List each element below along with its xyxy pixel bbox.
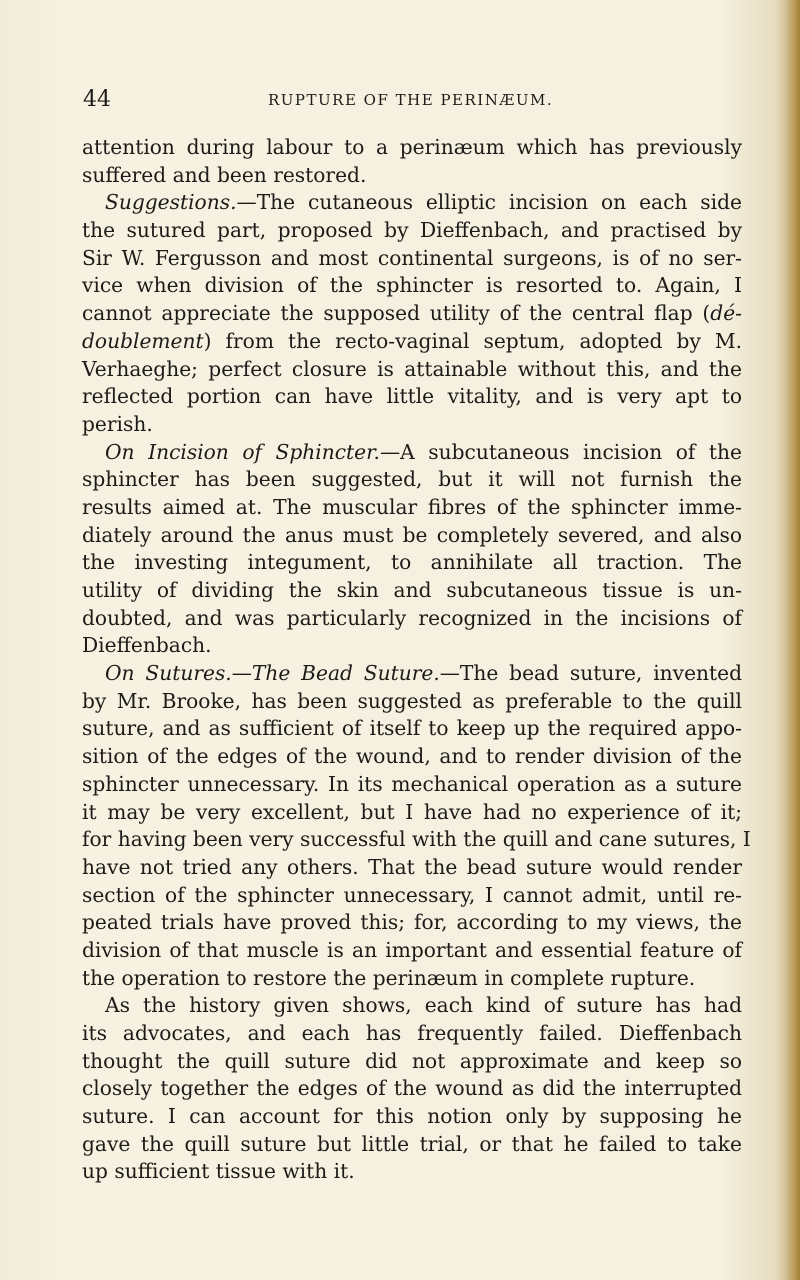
line-text: sition of the edges of the wound, and to render division of the [82,744,742,769]
line-text: the investing integument, to annihilate all traction. The [82,550,742,575]
text-line [82,1103,742,1131]
text-line [82,688,742,716]
text-line [82,439,742,467]
line-text: sphincter unnecessary. In its mechanical operation as a suture [82,771,742,796]
line-text: for having been very successful with the quill and cane sutures, I [82,827,751,852]
text-line [82,882,742,910]
line-text: the operation to restore the perinæum in complete rupture. [82,965,696,990]
line-text: vice when division of the sphincter is resorted to. Again, I [82,273,742,298]
line-text: attention during labour to a perinæum which has previously [82,135,742,159]
line-text: Sir W. Fergusson and most continental surgeons, is of no ser- [82,245,742,270]
line-text: suffered and been restored. [82,162,367,187]
line-text: by Mr. Brooke, has been suggested as preferable to the quill [82,688,742,713]
page-edge-shadow [786,0,800,1280]
line-text: closely together the edges of the wound as did the interrupted [82,1076,742,1101]
line-text: thought the quill suture did not approximate and keep so [82,1048,742,1073]
line-text: diately around the anus must be completely severed, and also [82,522,742,547]
line-text: division of that muscle is an important and essential feature of [82,937,742,962]
line-text: perish. [82,411,153,436]
line-text: Verhaeghe; perfect closure is attainable without this, and the [82,356,742,381]
line-text: cannot appreciate the supposed utility of the central flap ( [82,301,711,326]
text-line [82,605,742,633]
line-text: —The bead suture, invented [439,661,742,686]
line-text: section of the sphincter unnecessary, I cannot admit, until re- [82,882,742,907]
line-text: it may be very excellent, but I have had no experience of it; [82,799,742,824]
text-line [82,1158,742,1186]
text-line [82,217,742,245]
line-text: reflected portion can have little vitality, and is very apt to [82,384,742,409]
line-text: As the history given shows, each kind of suture has had [105,993,742,1018]
text-line [82,937,742,965]
line-text: results aimed at. The muscular fibres of the sphincter imme- [82,494,742,519]
text-line [82,715,742,743]
text-line [82,799,742,827]
text-line [82,854,742,882]
line-text: have not tried any others. That the bead suture would render [82,854,742,879]
line-text: —A subcutaneous incision of the [379,439,742,464]
text-line [82,134,742,162]
text-line [82,549,742,577]
page-number: 44 [83,87,111,112]
text-line [82,771,742,799]
text-line [82,522,742,550]
text-line [82,909,742,937]
line-text: its advocates, and each has frequently failed. Dieffenbach [82,1021,742,1045]
text-line [82,826,751,854]
line-text: peated trials have proved this; for, according to my views, the [82,910,742,935]
text-line [82,328,742,356]
text-line [82,632,742,660]
text-line [82,1075,742,1103]
body-text [82,134,751,1186]
text-line [82,1048,742,1076]
line-text: sphincter has been suggested, but it will not furnish the [82,467,742,492]
line-text: —The cutaneous elliptic incision on each side [236,190,742,215]
text-line [82,660,742,688]
italic-phrase: dé- [710,301,742,326]
text-line [82,1020,742,1048]
text-line [82,743,742,771]
page-header [0,86,800,116]
text-line [82,466,742,494]
line-text: — [231,661,252,686]
text-line [82,245,742,273]
text-line [82,577,742,605]
italic-phrase: On Sutures. [105,661,232,686]
text-line [82,383,742,411]
line-text: ) from the recto-vaginal septum, adopted by M. [203,328,742,353]
line-text: utility of dividing the skin and subcutaneous tissue is un- [82,578,742,602]
text-line [82,189,742,217]
text-line [82,411,742,439]
italic-phrase: doublement [82,328,204,353]
line-text: Dieffenbach. [82,633,212,658]
line-text: up sufficient tissue with it. [82,1159,355,1184]
line-text: the sutured part, proposed by Dieffenbach, and practised by [82,218,742,243]
italic-phrase: The Bead Suture. [251,661,440,686]
text-line [82,300,742,328]
line-text: suture. I can account for this notion only by supposing he [82,1104,742,1129]
text-line [82,162,742,190]
line-text: doubted, and was particularly recognized in the incisions of [82,605,742,630]
text-line [82,272,742,300]
text-line [82,992,742,1020]
text-line [82,965,742,993]
text-line [82,494,742,522]
running-head: RUPTURE OF THE PERINÆUM. [268,91,554,109]
line-text: suture, and as sufficient of itself to keep up the required appo- [82,716,742,741]
italic-phrase: On Incision of Sphincter. [105,439,380,464]
italic-phrase: Suggestions. [105,190,237,215]
text-line [82,1131,742,1159]
line-text: gave the quill suture but little trial, or that he failed to take [82,1131,742,1156]
text-line [82,356,742,384]
